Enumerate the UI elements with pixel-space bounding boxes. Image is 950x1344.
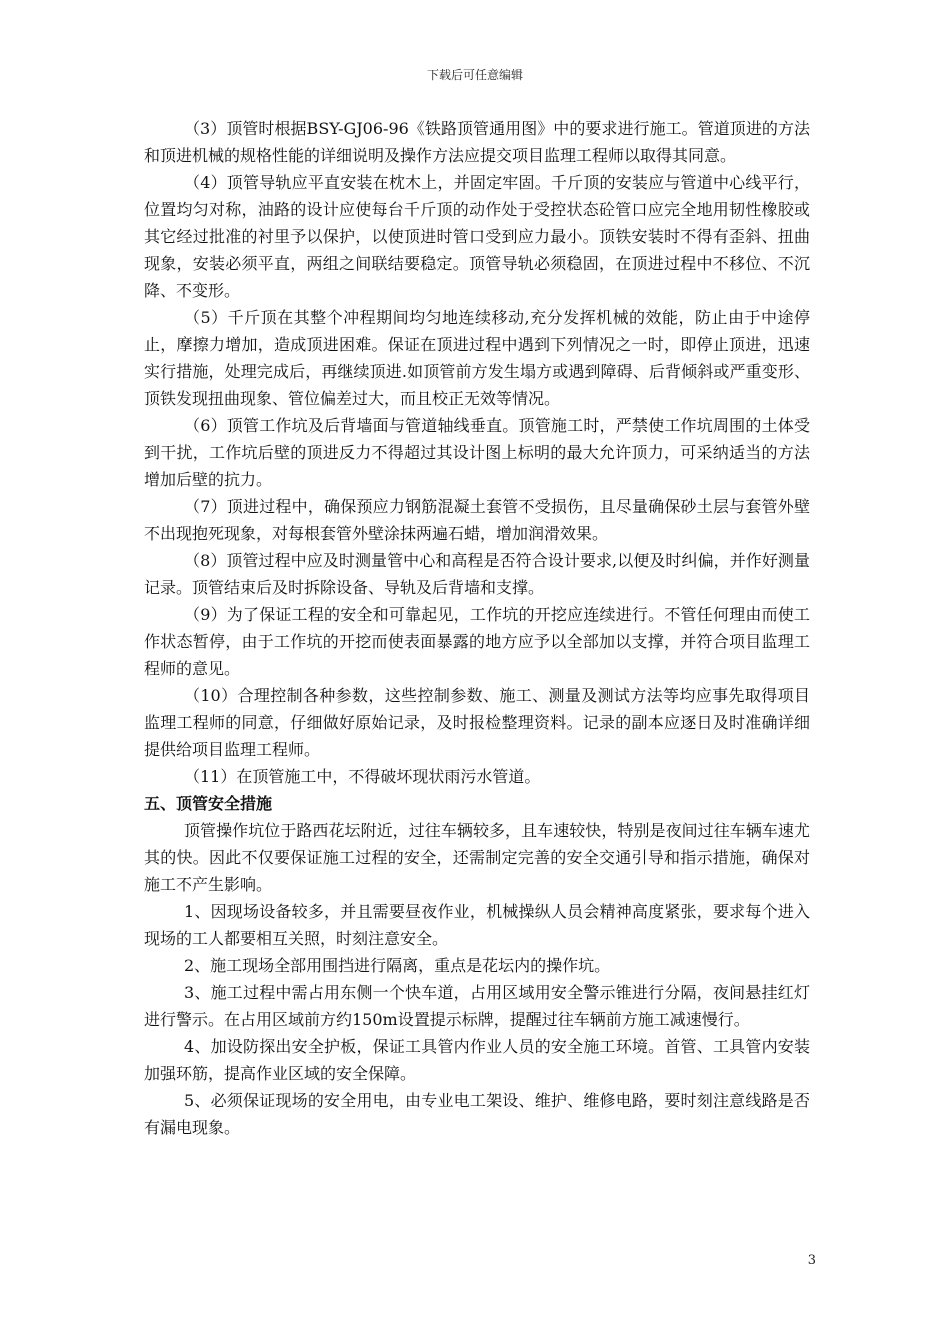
paragraph-5: （5）千斤顶在其整个冲程期间均匀地连续移动,充分发挥机械的效能，防止由于中途停止，摩擦力增加，造成顶进困难。保证在顶进过程中遇到下列情况之一时，即停止顶进，迅速实行措施，处理完成后，再继续顶进.如顶管前方发生塌方或遇到障碍、后背倾斜或严重变形、顶铁发现扭曲现象、管位偏差过大，而且校正无效等情况。 (144, 308, 810, 408)
paragraph-4: （4）顶管导轨应平直安装在枕木上，并固定牢固。千斤顶的安装应与管道中心线平行，位置均匀对称，油路的设计应使每台千斤顶的动作处于受控状态砼管口应完全地用韧性橡胶或其它经过批准的衬里予以保护，以使顶进时管口受到应力最小。顶铁安装时不得有歪斜、扭曲现象，安装必须平直，两组之间联结要稳定。顶管导轨必须稳固，在顶进过程中不移位、不沉降、不变形。 (144, 173, 810, 300)
safety-item-4: 4、加设防探出安全护板，保证工具管内作业人员的安全施工环境。首管、工具管内安装加强环筋，提高作业区域的安全保障。 (144, 1037, 810, 1083)
paragraph-11: （11）在顶管施工中，不得破坏现状雨污水管道。 (184, 767, 541, 786)
paragraph-9: （9）为了保证工程的安全和可靠起见，工作坑的开挖应连续进行。不管任何理由而使工作状态暂停，由于工作坑的开挖而使表面暴露的地方应予以全部加以支撑，并符合项目监理工程师的意见。 (144, 605, 810, 678)
paragraph-6: （6）顶管工作坑及后背墙面与管道轴线垂直。顶管施工时，严禁使工作坑周围的土体受到干扰，工作坑后壁的顶进反力不得超过其设计图上标明的最大允许顶力，可采纳适当的方法增加后壁的抗力。 (144, 416, 810, 489)
safety-item-3: 3、施工过程中需占用东侧一个快车道，占用区域用安全警示锥进行分隔，夜间悬挂红灯进行警示。在占用区域前方约150m设置提示标牌，提醒过往车辆前方施工减速慢行。 (144, 983, 810, 1029)
document-body (144, 115, 810, 1141)
page-number: 3 (807, 1253, 816, 1268)
paragraph-8: （8）顶管过程中应及时测量管中心和高程是否符合设计要求,以便及时纠偏，并作好测量记录。顶管结束后及时拆除设备、导轨及后背墙和支撑。 (144, 551, 810, 597)
paragraph-3: （3）顶管时根据BSY-GJ06-96《铁路顶管通用图》中的要求进行施工。管道顶进的方法和顶进机械的规格性能的详细说明及操作方法应提交项目监理工程师以取得其同意。 (144, 119, 810, 165)
section-intro-paragraph: 顶管操作坑位于路西花坛附近，过往车辆较多，且车速较快，特别是夜间过往车辆车速尤其的快。因此不仅要保证施工过程的安全，还需制定完善的安全交通引导和指示措施，确保对施工不产生影响。 (144, 821, 810, 894)
safety-item-2: 2、施工现场全部用围挡进行隔离，重点是花坛内的操作坑。 (184, 956, 611, 975)
safety-item-5: 5、必须保证现场的安全用电，由专业电工架设、维护、维修电路，要时刻注意线路是否有漏电现象。 (144, 1091, 810, 1137)
section-heading: 五、顶管安全措施 (144, 794, 273, 813)
paragraph-10: （10）合理控制各种参数，这些控制参数、施工、测量及测试方法等均应事先取得项目监理工程师的同意，仔细做好原始记录，及时报检整理资料。记录的副本应逐日及时准确详细提供给项目监理工程师。 (144, 686, 810, 759)
safety-item-1: 1、因现场设备较多，并且需要昼夜作业，机械操纵人员会精神高度紧张，要求每个进入现场的工人都要相互关照，时刻注意安全。 (144, 902, 810, 948)
paragraph-7: （7）顶进过程中，确保预应力钢筋混凝土套管不受损伤，且尽量确保砂土层与套管外壁不出现抱死现象，对每根套管外壁涂抹两遍石蜡，增加润滑效果。 (144, 497, 810, 543)
page-header: 下载后可任意编辑 (426, 68, 523, 82)
